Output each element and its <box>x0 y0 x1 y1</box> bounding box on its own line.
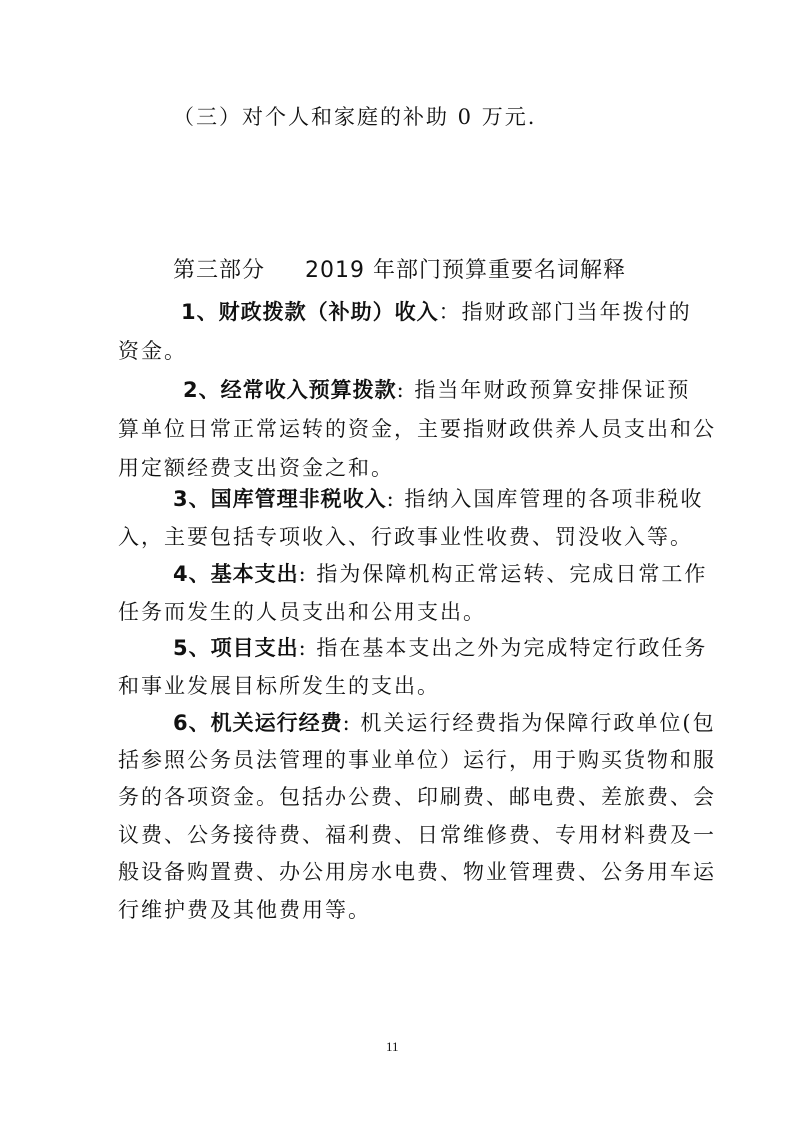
definition-line: 算单位日常正常运转的资金，主要指财政供养人员支出和公 <box>118 417 716 441</box>
term-item-1 <box>181 297 692 327</box>
term-label: 3、国库管理非税收入 <box>173 487 387 511</box>
term-label: 5、项目支出 <box>173 636 299 660</box>
definition-line: 务的各项资金。包括办公费、印刷费、邮电费、差旅费、会 <box>118 785 716 809</box>
definition-line: 入，主要包括专项收入、行政事业性收费、罚没收入等。 <box>118 525 693 549</box>
term-definition: : 指当年财政预算安排保证预 <box>396 378 691 402</box>
term-definition: : 机关运行经费指为保障行政单位(包 <box>342 711 716 735</box>
term-definition: : 指在基本支出之外为完成特定行政任务 <box>298 636 708 660</box>
definition-line: 行维护费及其他费用等。 <box>118 898 371 922</box>
definition-line: 议费、公务接待费、福利费、日常维修费、专用材料费及一 <box>118 823 716 847</box>
term-label: 1、财政拨款（补助）收入 <box>181 300 439 324</box>
term-item-5 <box>173 633 707 663</box>
term-label: 6、机关运行经费 <box>173 711 343 735</box>
term-item-2 <box>183 375 690 405</box>
term-item-6 <box>173 708 716 738</box>
term-label: 4、基本支出 <box>173 562 299 586</box>
intro-line: （三）对个人和家庭的补助 0 万元. <box>173 105 537 129</box>
term-definition: : 指纳入国库管理的各项非税收 <box>386 487 704 511</box>
term-definition: : 指为保障机构正常运转、完成日常工作 <box>298 562 708 586</box>
definition-line: 用定额经费支出资金之和。 <box>118 456 394 480</box>
section-part: 第三部分 <box>173 258 266 283</box>
definition-line: 任务而发生的人员支出和公用支出。 <box>118 600 486 624</box>
term-item-3 <box>173 484 703 514</box>
definition-line: 般设备购置费、办公用房水电费、物业管理费、公务用车运 <box>118 860 716 884</box>
page-number: 11 <box>386 1039 399 1054</box>
definition-line: 资金。 <box>118 339 187 363</box>
term-label: 2、经常收入预算拨款 <box>183 378 397 402</box>
section-title: 2019 年部门预算重要名词解释 <box>305 258 626 283</box>
section-heading <box>173 256 626 286</box>
term-definition: ：指财政部门当年拨付的 <box>438 300 692 324</box>
term-item-4 <box>173 559 707 589</box>
definition-line: 和事业发展目标所发生的支出。 <box>118 674 440 698</box>
definition-line: 括参照公务员法管理的事业单位）运行，用于购买货物和服 <box>118 748 716 772</box>
